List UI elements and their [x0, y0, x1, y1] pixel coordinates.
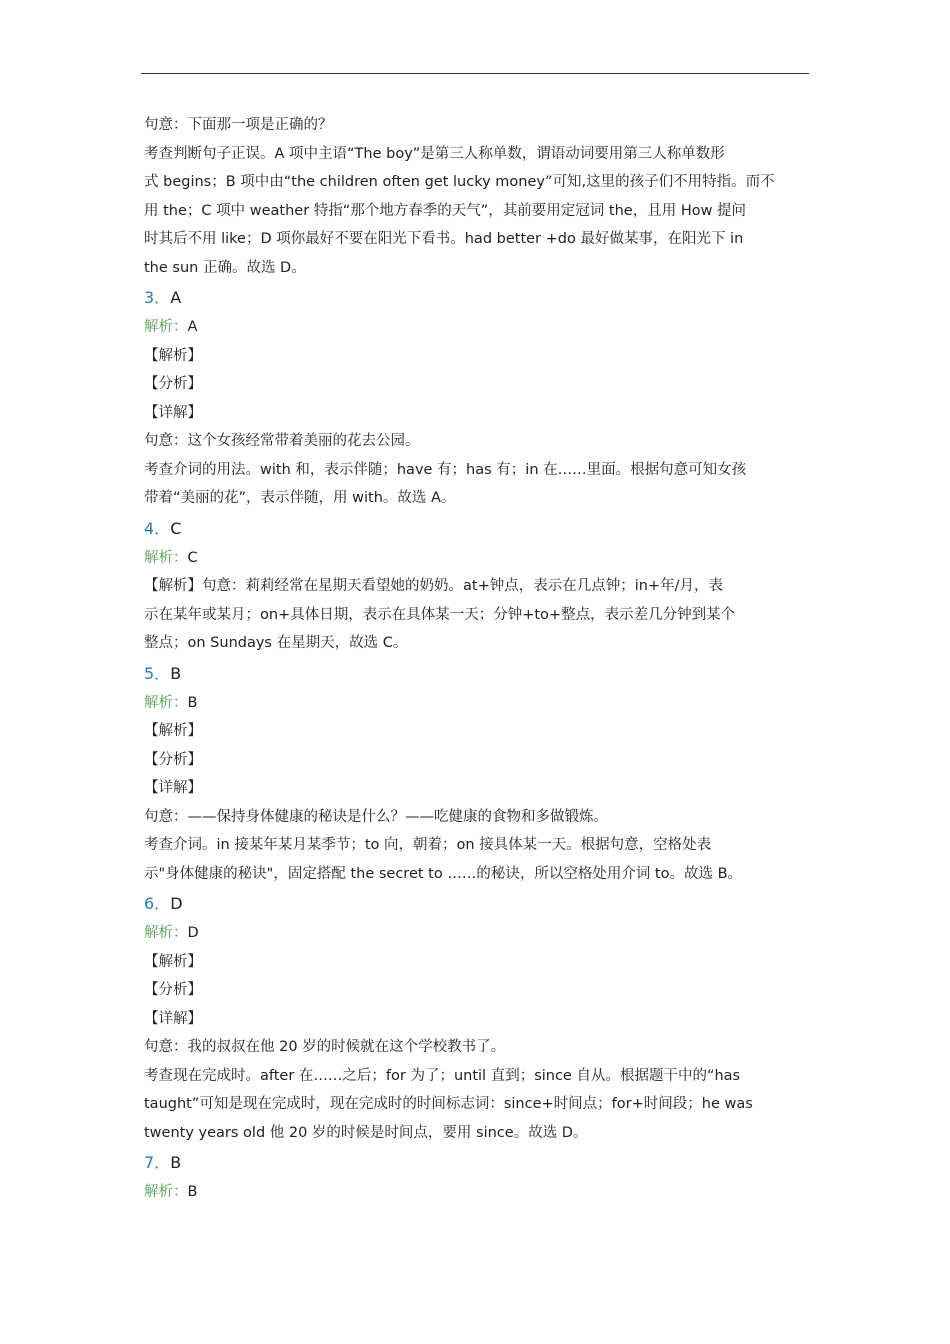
q3-body-line: 带着“美丽的花”，表示伴随，用 with。故选 A。	[144, 490, 456, 506]
document-body	[144, 111, 808, 1207]
q3-body-line: 【详解】	[144, 404, 202, 421]
q4-number: 4．	[144, 518, 171, 538]
q3-body-line: 句意：这个女孩经常带着美丽的花去公园。	[144, 433, 420, 449]
jiexi-value: B	[187, 694, 198, 711]
q5-body-line: 【详解】	[144, 780, 202, 796]
q3-jiexi	[144, 313, 808, 342]
q6-answer: D	[170, 894, 183, 913]
q5-jiexi	[144, 689, 808, 718]
header-rule	[141, 73, 809, 74]
q5-body-line: 【解析】	[144, 723, 202, 739]
q4-body-line: 【解析】句意：莉莉经常在星期天看望她的奶奶。at+钟点，表示在几点钟；in+年/月，表	[144, 578, 723, 594]
q5-body-line: 示"身体健康的秘诀"，固定搭配 the secret to ……的秘诀，所以空格处用介词 to。故选 B。	[144, 865, 743, 882]
q5-number: 5．	[144, 663, 171, 683]
q7-heading	[144, 1148, 808, 1178]
q3-body-line: 【解析】	[144, 347, 202, 364]
q6-body-line: 【详解】	[144, 1010, 202, 1027]
q7-number: 7．	[144, 1153, 171, 1172]
q5-answer: B	[170, 663, 182, 683]
q2-explain-line: 时其后不用 like；D 项你最好不要在阳光下看书。had better +do 最好做某事，在阳光下 in	[144, 231, 744, 247]
q6-body-line: 【分析】	[144, 982, 202, 998]
q4-body-line: 示在某年或某月；on+具体日期，表示在具体某一天；分钟+to+整点，表示差几分钟到某个	[144, 606, 736, 623]
q6-jiexi	[144, 919, 808, 948]
q3-heading	[144, 283, 808, 313]
q3-body-line: 【分析】	[144, 376, 202, 392]
q6-body-line: twenty years old 他 20 岁的时候是时间点，要用 since。故选 D。	[144, 1124, 588, 1141]
q4-heading	[144, 514, 808, 544]
q3-answer: A	[170, 288, 182, 307]
q6-body-line: 考查现在完成时。after 在……之后；for 为了；until 直到；since 自从。根据题干中的“has	[144, 1067, 741, 1084]
jiexi-label: 解析：	[144, 925, 188, 941]
q6-number: 6．	[144, 894, 171, 913]
q5-body-line: 句意：——保持身体健康的秘诀是什么？——吃健康的食物和多做锻炼。	[144, 808, 608, 825]
q7-answer: B	[170, 1153, 182, 1172]
jiexi-value: B	[187, 1184, 198, 1200]
q5-body-line: 【分析】	[144, 751, 202, 768]
jiexi-label: 解析：	[144, 1184, 188, 1200]
q3-number: 3．	[144, 288, 171, 307]
q2-explain-line: 用 the；C 项中 weather 特指“那个地方春季的天气”，其前要用定冠词 the，且用 How 提问	[144, 202, 747, 219]
q5-body-line: 考查介词。in 接某年某月某季节；to 向，朝着；on 接具体某一天。根据句意，空格处表	[144, 837, 712, 853]
jiexi-label: 解析：	[144, 319, 188, 335]
jiexi-value: D	[187, 925, 199, 941]
q6-body-line: 句意：我的叔叔在他 20 岁的时候就在这个学校教书了。	[144, 1039, 506, 1055]
q2-explain-line: the sun 正确。故选 D。	[144, 259, 306, 276]
jiexi-value: C	[187, 549, 198, 566]
q3-body-line: 考查介词的用法。with 和，表示伴随；have 有；has 有；in 在……里面。根据句意可知女孩	[144, 461, 747, 478]
q2-meaning: 句意：下面那一项是正确的？	[144, 117, 333, 133]
q2-explain-line: 考查判断句子正误。A 项中主语“The boy”是第三人称单数，谓语动词要用第三人称单数形	[144, 145, 725, 162]
q4-jiexi	[144, 544, 808, 573]
q6-body-line: 【解析】	[144, 953, 202, 970]
q6-body-line: taught”可知是现在完成时，现在完成时的时间标志词：since+时间点；for+时间段；he was	[144, 1096, 753, 1112]
q7-jiexi	[144, 1178, 808, 1207]
q4-answer: C	[170, 518, 182, 538]
q2-explain-line: 式 begins；B 项中由“the children often get lucky money”可知,这里的孩子们不用特指。而不	[144, 174, 775, 190]
q5-heading	[144, 659, 808, 689]
jiexi-value: A	[187, 319, 198, 335]
jiexi-label: 解析：	[144, 694, 188, 711]
q4-body-line: 整点；on Sundays 在星期天，故选 C。	[144, 635, 408, 651]
q6-heading	[144, 889, 808, 919]
jiexi-label: 解析：	[144, 549, 188, 566]
